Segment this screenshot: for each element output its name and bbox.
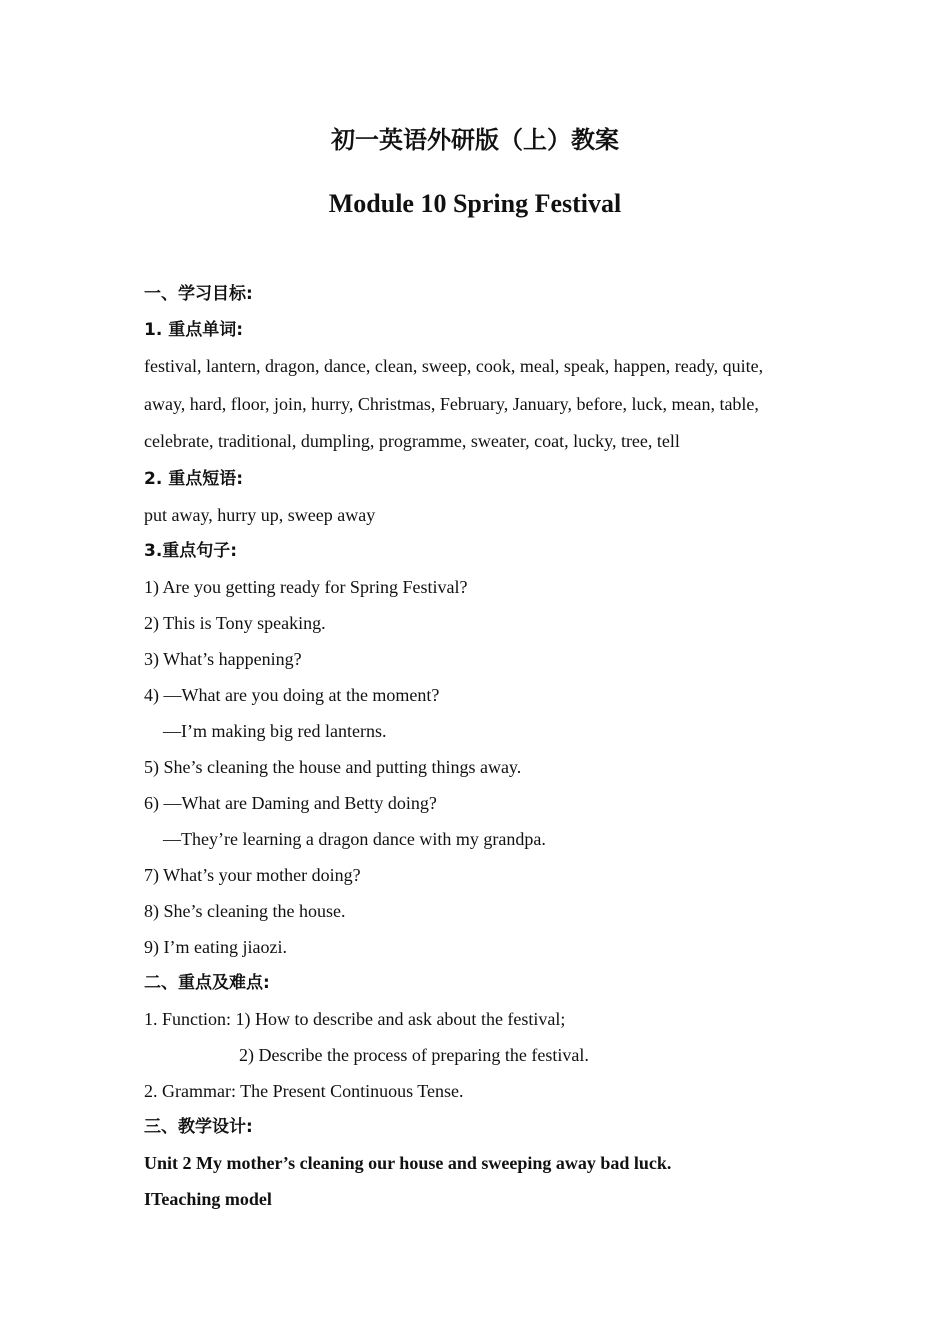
grammar-line: 2. Grammar: The Present Continuous Tense. (144, 1080, 464, 1101)
section-heading-learning-goals: 一、学习目标: (144, 284, 253, 304)
function-line-continued: 2) Describe the process of preparing the festival. (239, 1044, 589, 1065)
sentence-line: 9) I’m eating jiaozi. (144, 936, 287, 957)
sentence-line-reply: —I’m making big red lanterns. (163, 720, 387, 741)
sentence-line: 5) She’s cleaning the house and putting things away. (144, 756, 522, 777)
subheading-key-sentences: 3.重点句子: (144, 540, 238, 561)
function-line: 1. Function: 1) How to describe and ask about the festival; (144, 1008, 566, 1029)
section-heading-key-points: 二、重点及难点: (144, 972, 270, 993)
module-title: Module 10 Spring Festival (328, 189, 622, 218)
document-body (144, 276, 824, 1217)
sentence-line: 7) What’s your mother doing? (144, 864, 361, 885)
subheading-key-phrases: 2. 重点短语: (144, 468, 244, 489)
document-title-chinese: 初一英语外研版（上）教案 (331, 126, 619, 154)
sentence-line: 2) This is Tony speaking. (144, 612, 326, 633)
vocab-line: festival, lantern, dragon, dance, clean, sweep, cook, meal, speak, happen, ready, quite, (144, 356, 764, 376)
teaching-model-heading: ITeaching model (144, 1188, 272, 1209)
sentence-line: 1) Are you getting ready for Spring Festival? (144, 576, 468, 597)
sentence-line: 6) —What are Daming and Betty doing? (144, 792, 437, 813)
subheading-key-words: 1. 重点单词: (144, 320, 244, 340)
sentence-line: 4) —What are you doing at the moment? (144, 684, 440, 705)
sentence-line: 8) She’s cleaning the house. (144, 900, 346, 921)
sentence-line-reply: —They’re learning a dragon dance with my grandpa. (163, 828, 546, 849)
section-heading-teaching-design: 三、教学设计: (144, 1116, 253, 1137)
vocab-line: celebrate, traditional, dumpling, programme, sweater, coat, lucky, tree, tell (144, 431, 680, 451)
sentence-line: 3) What’s happening? (144, 648, 302, 669)
unit-title: Unit 2 My mother’s cleaning our house and sweeping away bad luck. (144, 1152, 672, 1173)
vocab-line: away, hard, floor, join, hurry, Christmas, February, January, before, luck, mean, table, (144, 393, 759, 414)
phrases-line: put away, hurry up, sweep away (144, 504, 376, 525)
